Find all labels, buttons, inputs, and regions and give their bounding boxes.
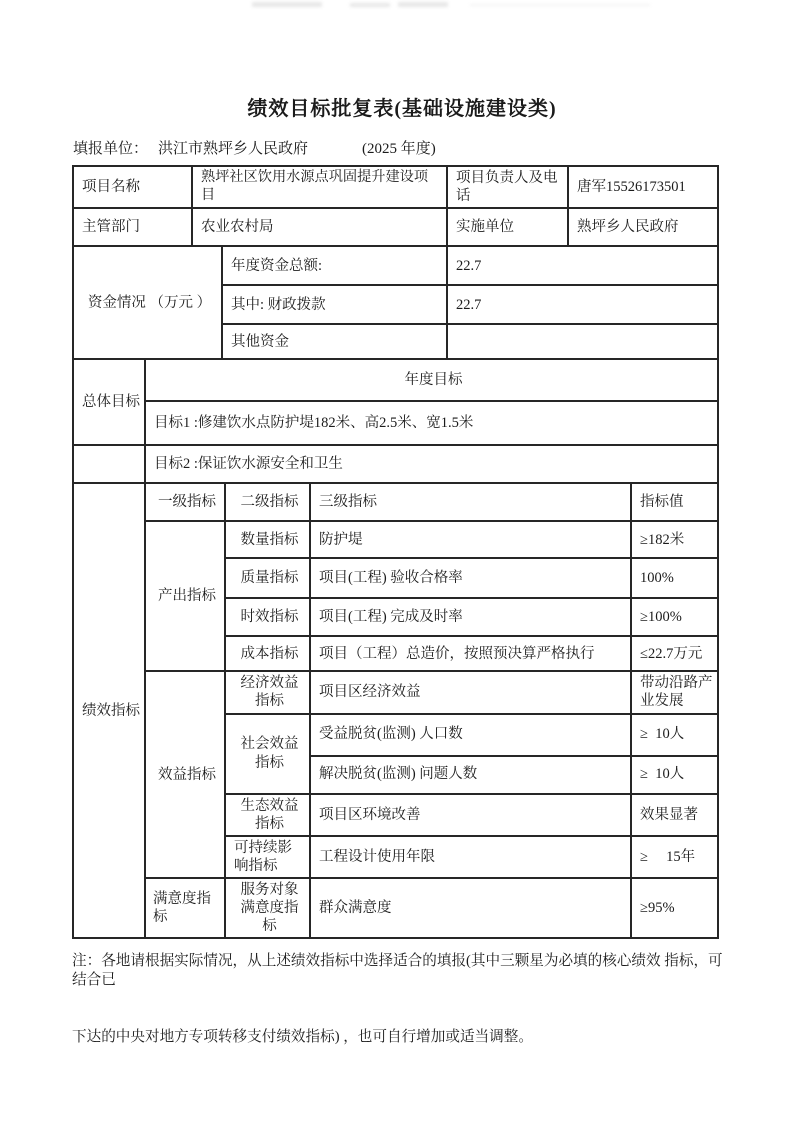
indicator-value: 带动沿路产业发展 (631, 671, 718, 713)
indicator-value: ≤22.7万元 (631, 636, 718, 671)
indicator-value: ≥182米 (631, 521, 718, 558)
output-indicators-label: 产出指标 (145, 521, 225, 671)
reporting-unit-label: 填报单位： (73, 141, 149, 157)
table-row (73, 483, 718, 521)
indicator-l2: 成本指标 (225, 636, 310, 671)
scan-artifact (252, 2, 322, 7)
indicator-row (73, 671, 718, 713)
total-funds-value: 22.7 (447, 246, 718, 285)
indicator-l2: 质量指标 (225, 558, 310, 598)
overall-goal-table (72, 358, 719, 484)
indicator-value: ≥95% (631, 878, 718, 938)
indicator-value: ≥ 10人 (631, 756, 718, 794)
funding-section-label: 资金情况 （万元 ） (73, 246, 222, 359)
indicator-value: 效果显著 (631, 794, 718, 836)
indicator-l3: 群众满意度 (310, 878, 631, 938)
scan-artifact (350, 3, 390, 7)
indicator-l3: 项目区环境改善 (310, 794, 631, 836)
table-row (73, 359, 718, 401)
department-value: 农业农村局 (192, 208, 447, 246)
reporting-unit-value: 洪江市熟坪乡人民政府 (158, 141, 309, 157)
indicator-l3: 工程设计使用年限 (310, 836, 631, 878)
fiscal-allocation-value: 22.7 (447, 285, 718, 324)
form-table (72, 165, 718, 939)
table-row (73, 166, 718, 208)
indicator-value: ≥ 15年 (631, 836, 718, 878)
indicator-l2: 时效指标 (225, 598, 310, 636)
reporting-unit-line (73, 137, 436, 158)
form-title: 绩效目标批复表(基础设施建设类) (247, 98, 557, 120)
table-row (73, 208, 718, 246)
indicator-l2: 可持续影响指标 (225, 836, 310, 878)
table-row (73, 445, 718, 483)
table-row (73, 246, 718, 285)
project-name-value: 熟坪社区饮用水源点巩固提升建设项目 (192, 166, 447, 208)
level1-header: 一级指标 (145, 483, 225, 521)
footnote-line-2: 下达的中央对地方专项转移支付绩效指标) ，也可自行增加或适当调整。 (72, 1029, 533, 1045)
indicator-l3: 防护堤 (310, 521, 631, 558)
footnote-line-1: 注：各地请根据实际情况，从上述绩效指标中选择适合的填报(其中三颗星为必填的核心绩效 指标，可结合已 (72, 953, 723, 988)
level3-header: 三级指标 (310, 483, 631, 521)
scan-artifact (470, 4, 650, 6)
other-funds-label: 其他资金 (222, 324, 447, 359)
indicator-l3: 项目区经济效益 (310, 671, 631, 713)
indicator-l2: 经济效益指标 (225, 671, 310, 713)
indicator-value: 100% (631, 558, 718, 598)
fiscal-allocation-label: 其中: 财政拨款 (222, 285, 447, 324)
annual-goal-header: 年度目标 (145, 359, 718, 401)
indicator-l3: 项目(工程) 完成及时率 (310, 598, 631, 636)
indicator-l3: 项目(工程) 验收合格率 (310, 558, 631, 598)
value-header: 指标值 (631, 483, 718, 521)
manager-value: 唐军15526173501 (568, 166, 718, 208)
indicators-section-label: 绩效指标 (73, 483, 145, 938)
indicator-l2: 生态效益指标 (225, 794, 310, 836)
indicator-l2: 数量指标 (225, 521, 310, 558)
scan-artifact (398, 2, 448, 7)
indicator-l3: 解决脱贫(监测) 问题人数 (310, 756, 631, 794)
service-satisfaction-label: 服务对象满意度指标 (225, 878, 310, 938)
project-name-label: 项目名称 (73, 166, 192, 208)
indicator-row (73, 521, 718, 558)
overall-goal-label: 总体目标 (73, 359, 145, 445)
total-funds-label: 年度资金总额: (222, 246, 447, 285)
other-funds-value (447, 324, 718, 359)
satisfaction-indicators-label: 满意度指标 (145, 878, 225, 938)
footnote (72, 914, 728, 1085)
year-label: (2025 年度) (362, 141, 436, 157)
level2-header: 二级指标 (225, 483, 310, 521)
indicators-table (72, 482, 719, 939)
department-label: 主管部门 (73, 208, 192, 246)
funding-table (72, 245, 719, 360)
indicator-value: ≥100% (631, 598, 718, 636)
empty-cell (73, 445, 145, 483)
implementing-unit-value: 熟坪乡人民政府 (568, 208, 718, 246)
table-row (73, 401, 718, 445)
indicator-l3: 受益脱贫(监测) 人口数 (310, 714, 631, 756)
indicator-value: ≥ 10人 (631, 714, 718, 756)
implementing-unit-label: 实施单位 (447, 208, 568, 246)
goal-2: 目标2 :保证饮水源安全和卫生 (145, 445, 718, 483)
goal-1: 目标1 :修建饮水点防护堤182米、高2.5米、宽1.5米 (145, 401, 718, 445)
indicator-l3: 项目（工程）总造价，按照预决算严格执行 (310, 636, 631, 671)
basic-info-table (72, 165, 719, 247)
benefit-indicators-label: 效益指标 (145, 671, 225, 878)
manager-label: 项目负责人及电话 (447, 166, 568, 208)
social-benefit-label: 社会效益指标 (225, 714, 310, 794)
